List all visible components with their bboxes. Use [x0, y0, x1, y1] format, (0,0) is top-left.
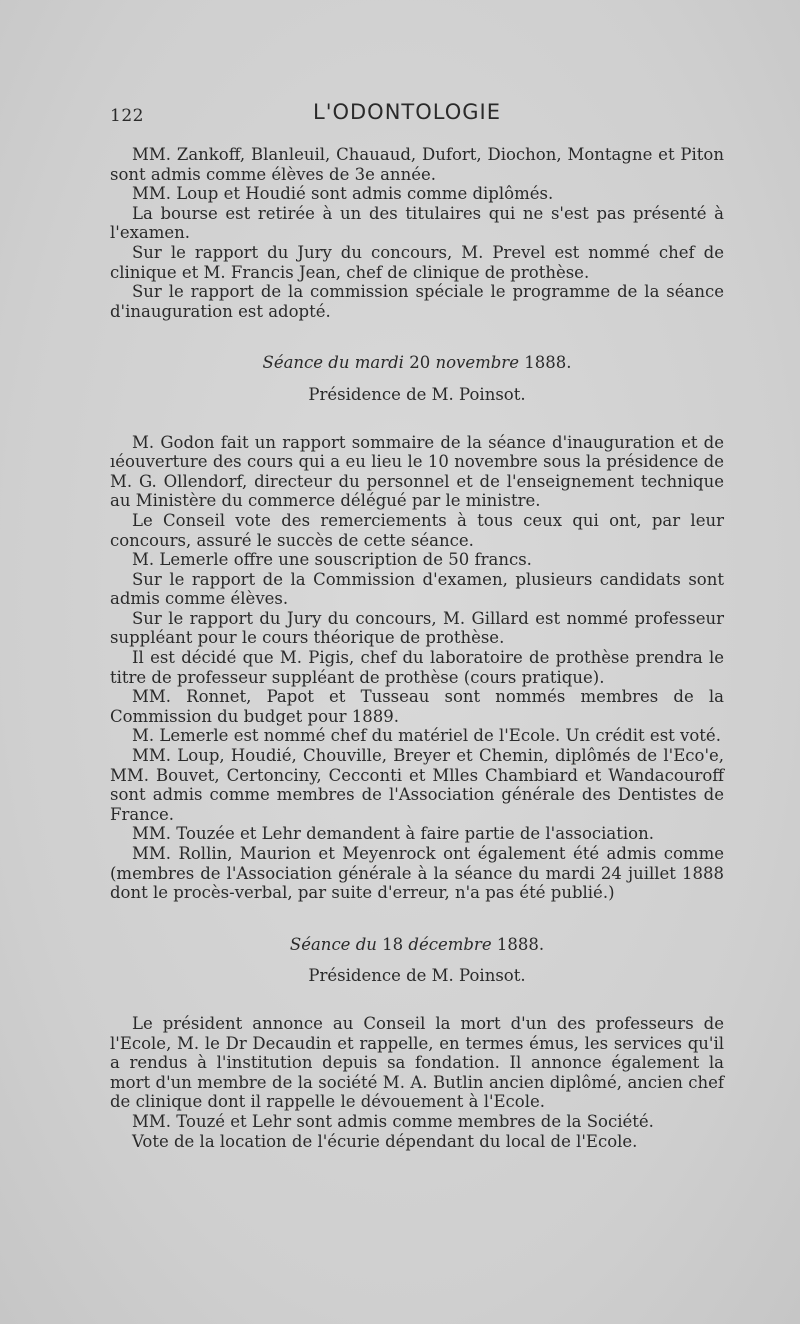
paragraph: MM. Loup, Houdié, Chouville, Breyer et Chemin, diplômés de l'Eco'e, MM. Bouvet, Certonciny, Cecconti et Mlles Chambiard et Wandacouroff sont admis comme membres de l'Association générale des Dentistes de France. [110, 746, 724, 824]
paragraph: MM. Ronnet, Papot et Tusseau sont nommés membres de la Commission du budget pour 1889. [110, 687, 724, 726]
paragraph: Vote de la location de l'écurie dépendant du local de l'Ecole. [132, 1131, 638, 1151]
paragraph: Le Conseil vote des remerciements à tous ceux qui ont, par leur concours, assuré le succès de cette séance. [110, 510, 724, 550]
paragraph: MM. Loup et Houdié sont admis comme diplômés. [132, 184, 554, 204]
paragraph: MM. Zankoff, Blanleuil, Chauaud, Dufort, Diochon, Montagne et Piton sont admis comme élèves de 3e année. [110, 145, 724, 184]
presidence-line-1: Présidence de M. Poinsot. [308, 384, 526, 404]
page-number: 122 [110, 106, 144, 126]
paragraph: Le président annonce au Conseil la mort d'un des professeurs de l'Ecole, M. le Dr Decaudin et rappelle, en termes émus, les services qu'il a rendus à l'institution depuis sa fondation. Il annonce également la mort d'un membre de la société M. A. Butlin ancien diplômé, ancien chef de clinique dont il rappelle le dévouement à l'Ecole. [110, 1013, 724, 1112]
section-3 [110, 1014, 724, 1151]
paragraph: MM. Touzé et Lehr sont admis comme membres de la Société. [132, 1111, 654, 1131]
page-body [110, 145, 724, 1151]
paragraph: MM. Touzée et Lehr demandent à faire partie de l'association. [132, 824, 654, 844]
paragraph: Sur le rapport de la commission spéciale le programme de la séance d'inauguration est adopté. [110, 282, 724, 321]
paragraph: Sur le rapport de la Commission d'examen, plusieurs candidats sont admis comme élèves. [110, 569, 724, 609]
section-heading-1: Séance du mardi 20 novembre 1888. [262, 353, 572, 373]
paragraph: M. Lemerle est nommé chef du matériel de l'Ecole. Un crédit est voté. [132, 726, 721, 746]
paragraph: Il est décidé que M. Pigis, chef du laboratoire de prothèse prendra le titre de professeur suppléant de prothèse (cours pratique). [110, 648, 724, 687]
paragraph: Sur le rapport du Jury du concours, M. Prevel est nommé chef de clinique et M. Francis Jean, chef de clinique de prothèse. [110, 242, 724, 282]
presidence-line-2: Présidence de M. Poinsot. [308, 966, 526, 986]
running-title: L'ODONTOLOGIE [313, 100, 501, 124]
section-1 [110, 145, 724, 321]
paragraph: MM. Rollin, Maurion et Meyenrock ont également été admis comme (membres de l'Association générale à la séance du mardi 24 juillet 1888 dont le procès-verbal, par suite d'erreur, n'a pas été publié.) [110, 844, 724, 903]
paragraph: M. Lemerle offre une souscription de 50 francs. [132, 550, 532, 570]
section-2 [110, 433, 724, 903]
page-header [110, 100, 704, 130]
section-heading-2: Séance du 18 décembre 1888. [289, 934, 545, 954]
paragraph: Sur le rapport du Jury du concours, M. Gillard est nommé professeur suppléant pour le cours théorique de prothèse. [110, 608, 724, 648]
paragraph: La bourse est retirée à un des titulaires qui ne s'est pas présenté à l'examen. [110, 203, 724, 243]
paragraph: M. Godon fait un rapport sommaire de la séance d'inauguration et de ıéouverture des cours qui a eu lieu le 10 novembre sous la présidence de M. G. Ollendorf, directeur du personnel et de l'enseignement technique au Ministère du commerce délégué par le ministre. [110, 432, 724, 511]
